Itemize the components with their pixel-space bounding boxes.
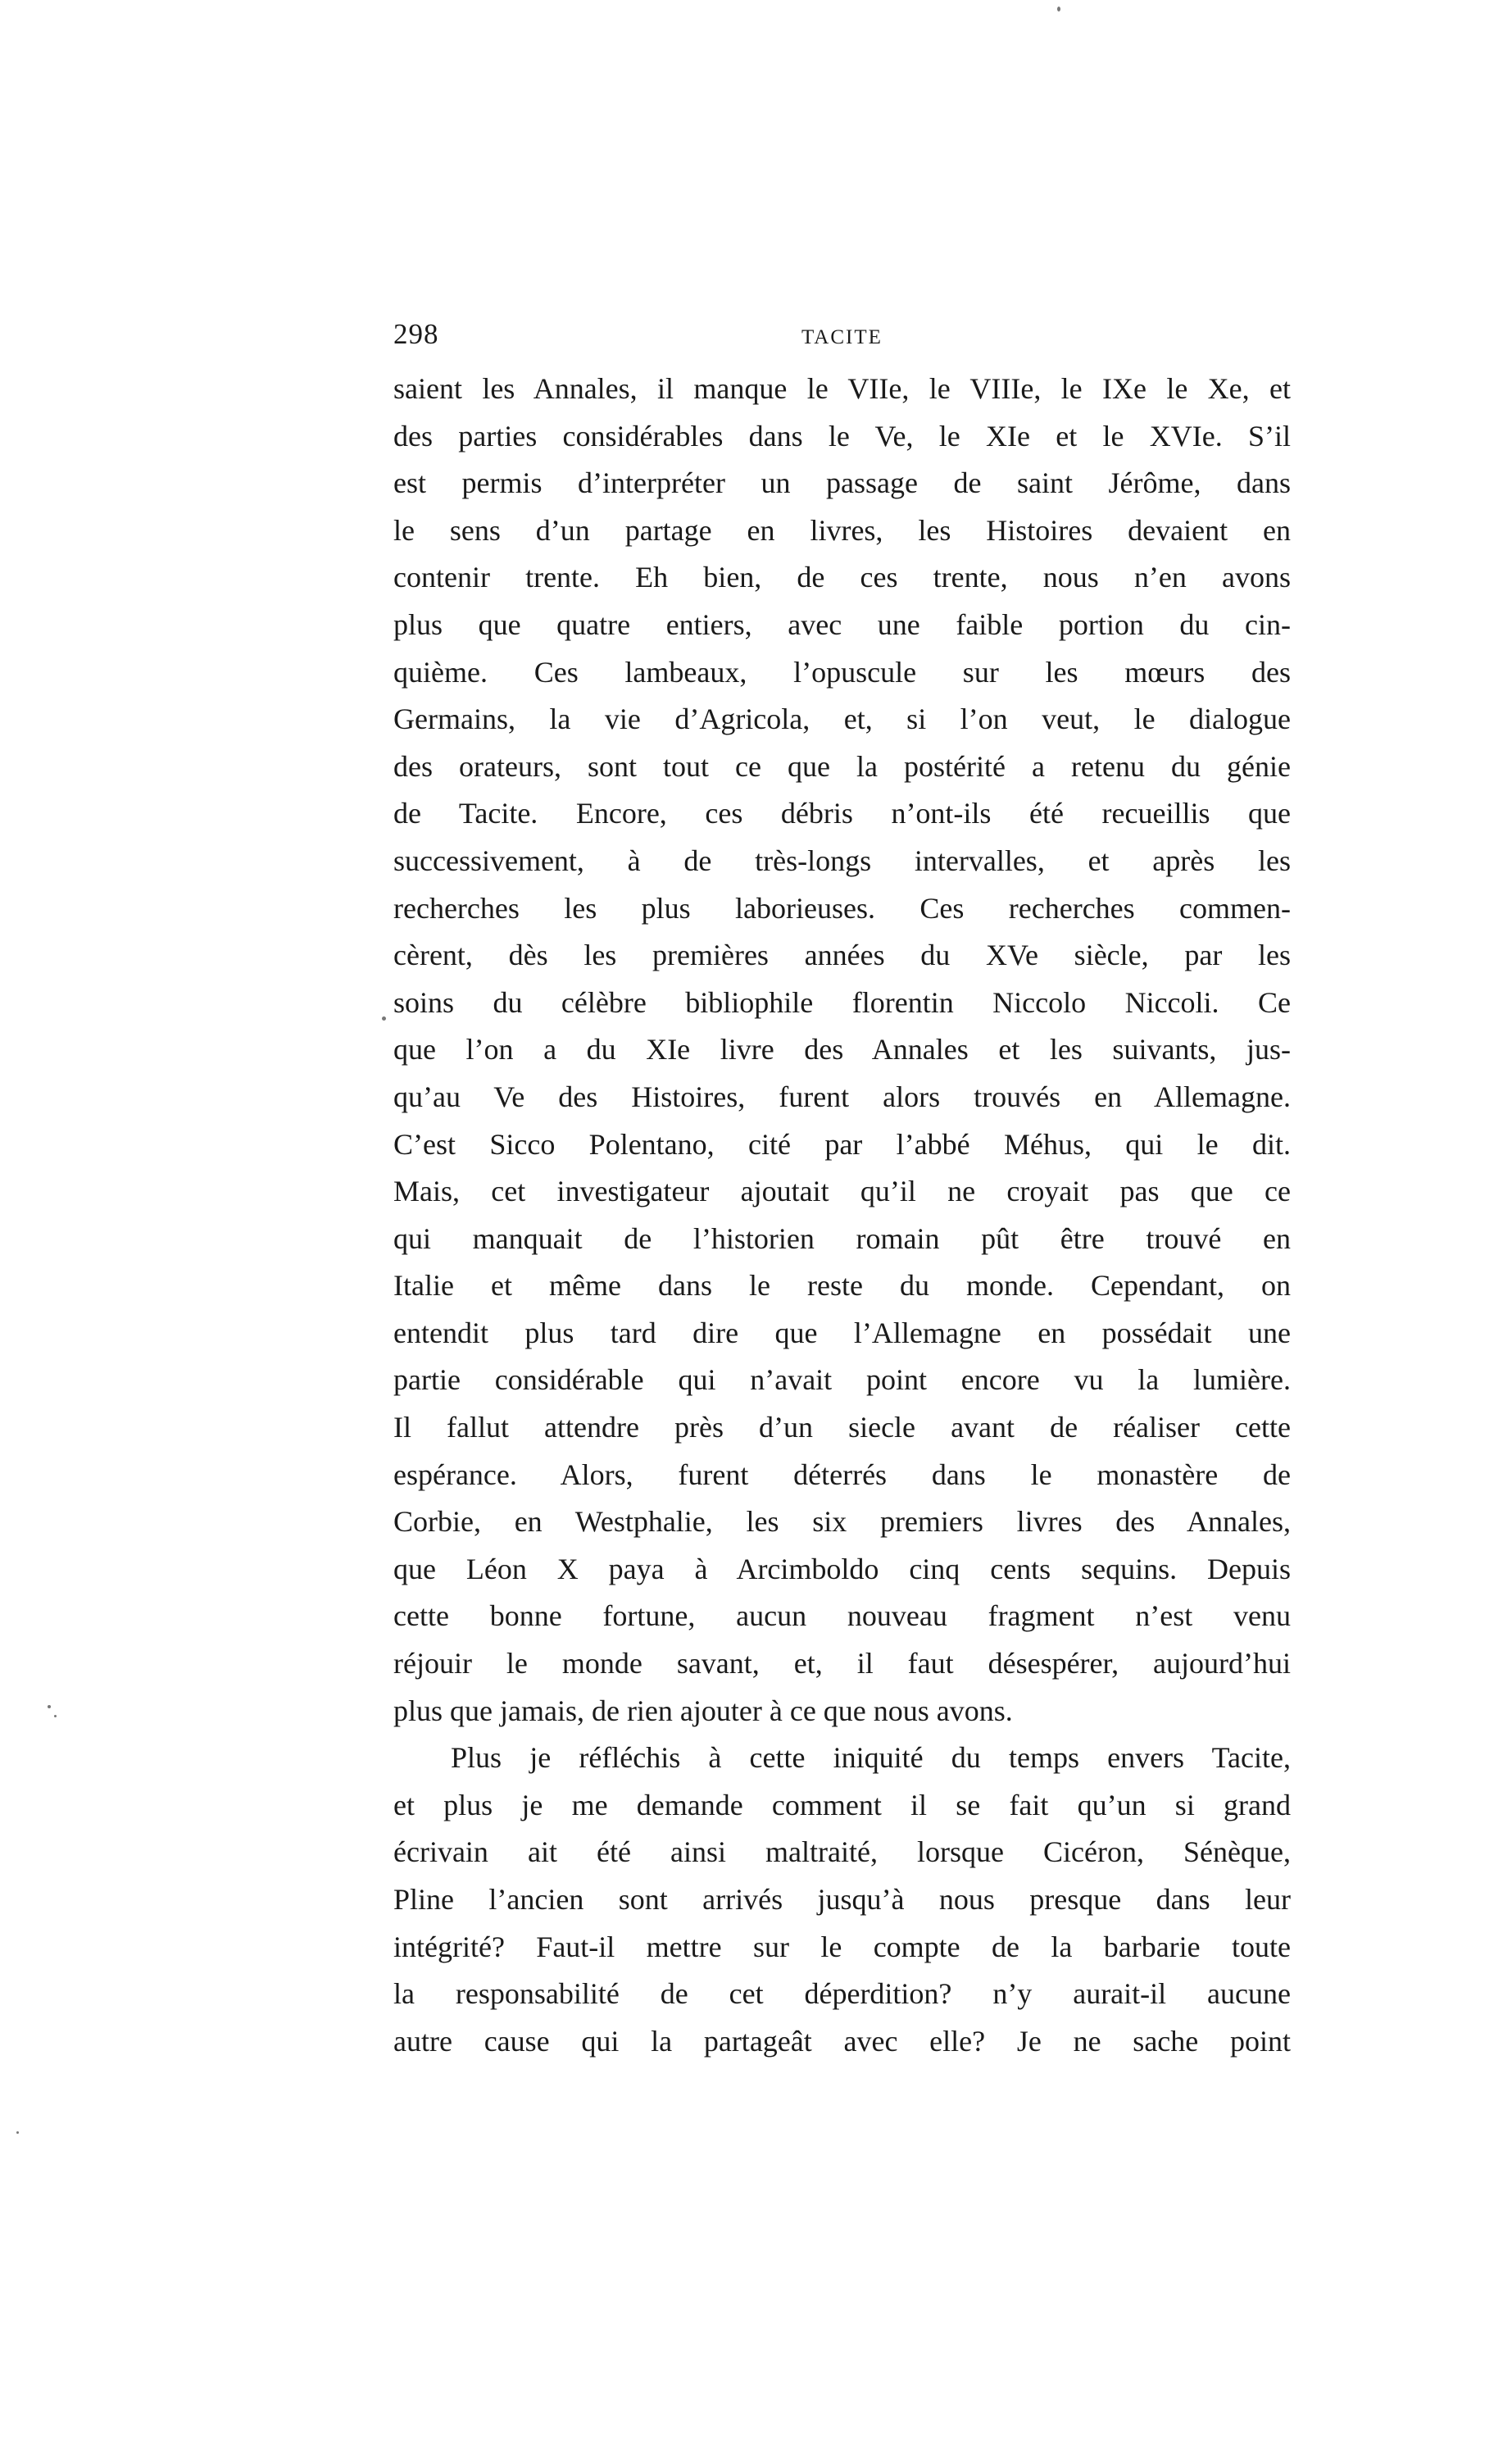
page-number: 298 <box>393 318 439 350</box>
text-line: recherches les plus laborieuses. Ces recherches commen- <box>393 891 1291 925</box>
text-line: contenir trente. Eh bien, de ces trente, nous n’en avons <box>393 561 1291 594</box>
text-line: quième. Ces lambeaux, l’opuscule sur les mœurs des <box>393 655 1291 689</box>
text-line: plus que jamais, de rien ajouter à ce que nous avons. <box>393 1694 1013 1727</box>
text-line: cette bonne fortune, aucun nouveau fragment n’est venu <box>393 1599 1291 1633</box>
scan-speck <box>16 2131 19 2134</box>
scan-speck <box>48 1705 51 1708</box>
text-line: qu’au Ve des Histoires, furent alors trouvés en Allemagne. <box>393 1080 1291 1113</box>
body-text <box>393 366 1291 2065</box>
text-line: Mais, cet investigateur ajoutait qu’il ne croyait pas que ce <box>393 1175 1291 1208</box>
text-line: cèrent, dès les premières années du XVe siècle, par les <box>393 939 1291 972</box>
text-line: autre cause qui la partageât avec elle? Je ne sache point <box>393 2024 1291 2058</box>
text-line: de Tacite. Encore, ces débris n’ont-ils été recueillis que <box>393 797 1291 830</box>
text-line: Il fallut attendre près d’un siecle avant de réaliser cette <box>393 1411 1291 1444</box>
text-line: plus que quatre entiers, avec une faible portion du cin- <box>393 607 1291 641</box>
text-line: que Léon X paya à Arcimboldo cinq cents sequins. Depuis <box>393 1552 1291 1585</box>
running-title: TACITE <box>801 326 883 348</box>
text-line: est permis d’interpréter un passage de saint Jérôme, dans <box>393 466 1291 500</box>
text-line: espérance. Alors, furent déterrés dans le monastère de <box>393 1457 1291 1491</box>
text-line: la responsabilité de cet déperdition? n’y aurait-il aucune <box>393 1977 1291 2011</box>
text-line: Italie et même dans le reste du monde. Cependant, on <box>393 1269 1291 1303</box>
text-line: Plus je réfléchis à cette iniquité du temps envers Tacite, <box>451 1741 1291 1775</box>
text-line: Pline l’ancien sont arrivés jusqu’à nous presque dans leur <box>393 1883 1291 1916</box>
text-line: partie considérable qui n’avait point encore vu la lumière. <box>393 1363 1291 1397</box>
scan-speck <box>382 1016 386 1021</box>
scan-speck <box>1057 7 1060 11</box>
text-line: écrivain ait été ainsi maltraité, lorsque Cicéron, Sénèque, <box>393 1835 1291 1869</box>
paragraph <box>393 1735 1291 2065</box>
text-line: qui manquait de l’historien romain pût être trouvé en <box>393 1221 1291 1255</box>
text-line: C’est Sicco Polentano, cité par l’abbé Méhus, qui le dit. <box>393 1127 1291 1161</box>
scan-speck <box>54 1715 57 1717</box>
text-line: entendit plus tard dire que l’Allemagne en possédait une <box>393 1316 1291 1349</box>
text-line: des parties considérables dans le Ve, le XIe et le XVIe. S’il <box>393 419 1291 452</box>
text-line: réjouir le monde savant, et, il faut désespérer, aujourd’hui <box>393 1647 1291 1680</box>
text-line: et plus je me demande comment il se fait qu’un si grand <box>393 1788 1291 1821</box>
text-line: Corbie, en Westphalie, les six premiers livres des Annales, <box>393 1505 1291 1539</box>
text-line: soins du célèbre bibliophile florentin Niccolo Niccoli. Ce <box>393 985 1291 1019</box>
page-header <box>393 310 1295 359</box>
text-line: Germains, la vie d’Agricola, et, si l’on veut, le dialogue <box>393 703 1291 736</box>
paragraph <box>393 366 1291 1735</box>
text-line: successivement, à de très-longs intervalles, et après les <box>393 844 1291 877</box>
text-line: le sens d’un partage en livres, les Histoires devaient en <box>393 513 1291 547</box>
text-line: intégrité? Faut-il mettre sur le compte de la barbarie toute <box>393 1930 1291 1963</box>
text-line: des orateurs, sont tout ce que la postérité a retenu du génie <box>393 749 1291 783</box>
text-line: saient les Annales, il manque le VIIe, le VIIIe, le IXe le Xe, et <box>393 372 1291 405</box>
text-line: que l’on a du XIe livre des Annales et les suivants, jus- <box>393 1033 1291 1066</box>
